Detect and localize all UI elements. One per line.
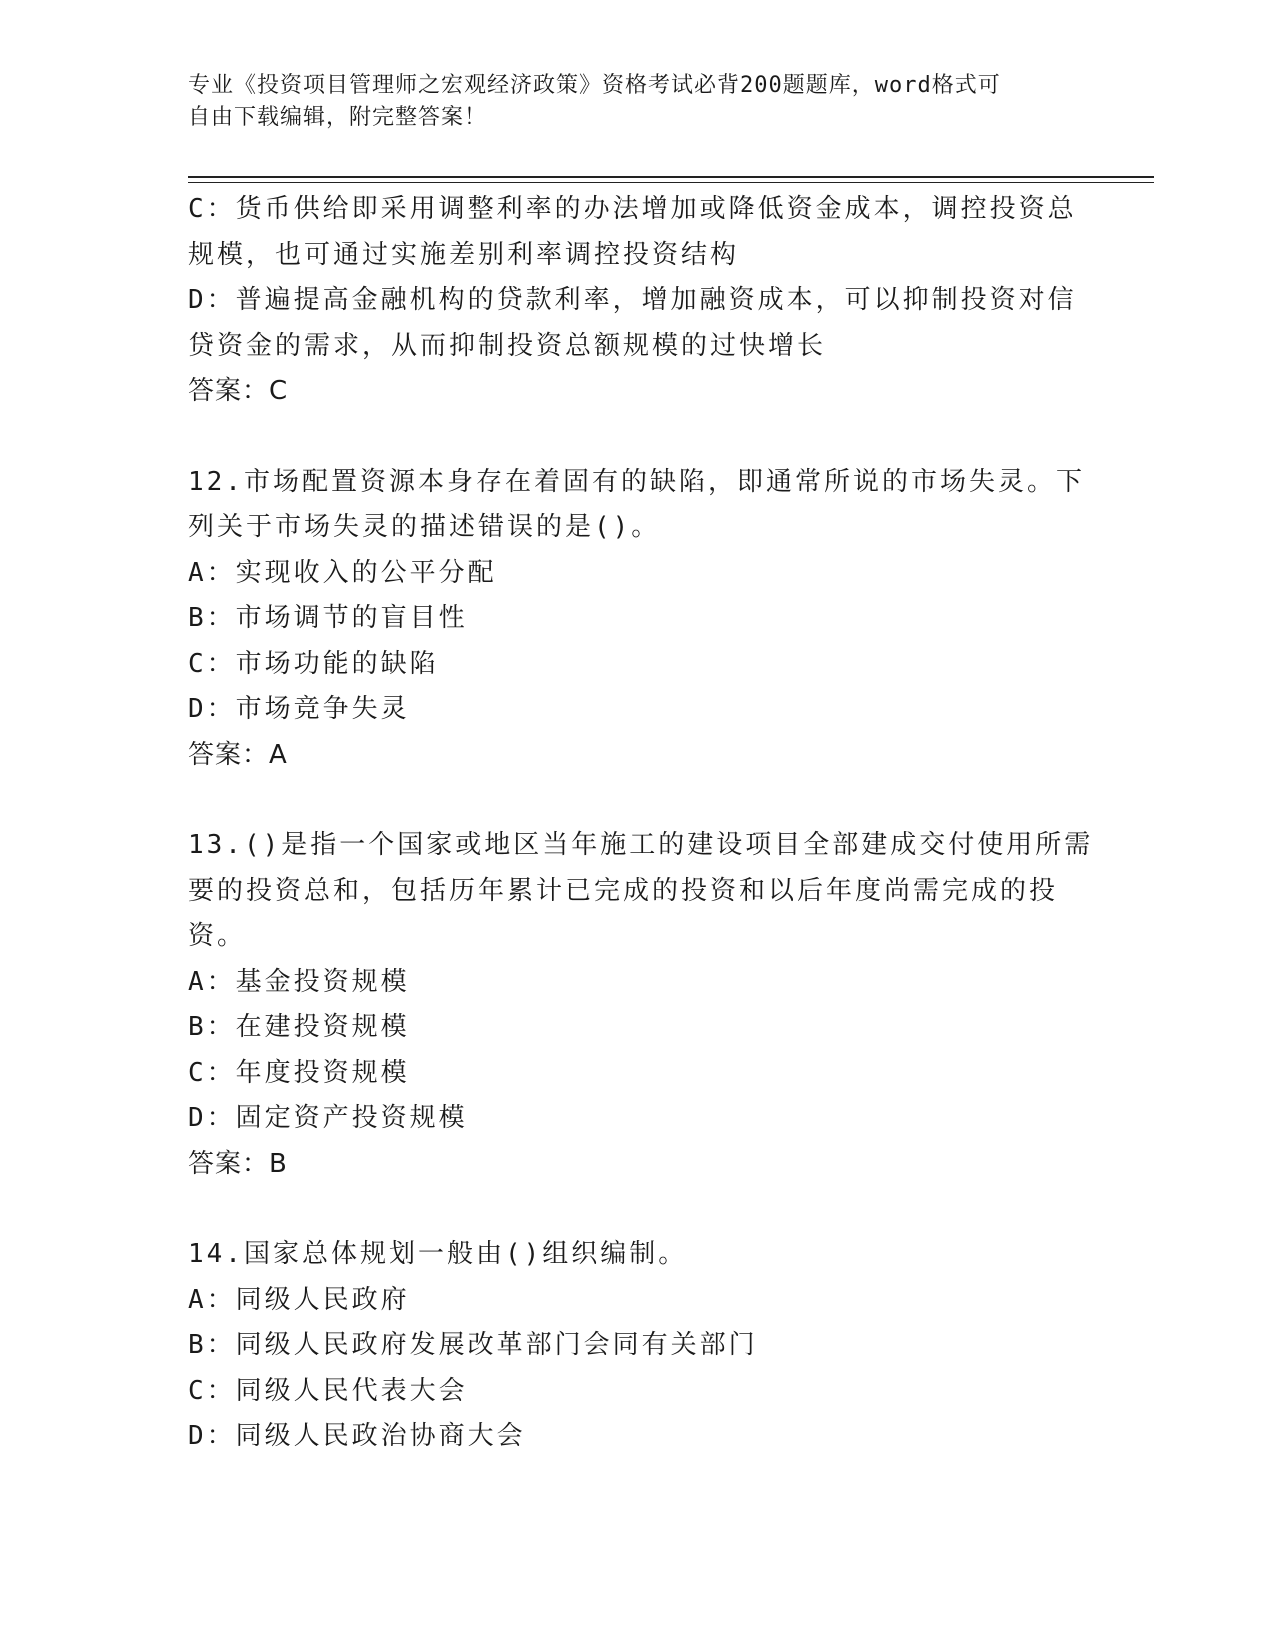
header-line-1: 专业《投资项目管理师之宏观经济政策》资格考试必背200题题库，word格式可: [188, 73, 1001, 98]
answer: 答案：B: [188, 1148, 288, 1179]
option-a: A：同级人民政府: [188, 1284, 410, 1315]
option-b: B：同级人民政府发展改革部门会同有关部门: [188, 1330, 758, 1360]
option-a: A：实现收入的公平分配: [188, 557, 497, 588]
question-stem-line-2: 要的投资总和，包括历年累计已完成的投资和以后年度尚需完成的投: [188, 875, 1059, 906]
option-d: D：同级人民政治协商大会: [188, 1421, 526, 1451]
question-stem-line-1: 14.国家总体规划一般由()组织编制。: [188, 1239, 688, 1269]
question-stem-line-1: 12.市场配置资源本身存在着固有的缺陷，即通常所说的市场失灵。下: [188, 466, 1085, 497]
option-b: B：市场调节的盲目性: [188, 603, 468, 633]
question-stem-line-3: 资。: [188, 921, 247, 951]
option-d-line-2: 贷资金的需求，从而抑制投资总额规模的过快增长: [188, 330, 827, 361]
option-c: C：市场功能的缺陷: [188, 648, 439, 679]
header-divider-thin: [188, 182, 1154, 183]
option-b: B：在建投资规模: [188, 1012, 410, 1042]
option-d: D：市场竞争失灵: [188, 694, 410, 724]
option-d-line-1: D：普遍提高金融机构的贷款利率，增加融资成本，可以抑制投资对信: [188, 285, 1077, 315]
option-c: C：同级人民代表大会: [188, 1375, 468, 1406]
option-c-line-2: 规模，也可通过实施差别利率调控投资结构: [188, 239, 740, 270]
option-a: A：基金投资规模: [188, 966, 410, 997]
question-12: [188, 460, 1088, 779]
question-stem-line-1: 13.()是指一个国家或地区当年施工的建设项目全部建成交付使用所需: [188, 830, 1094, 860]
answer: 答案：C: [188, 376, 289, 406]
option-c: C：年度投资规模: [188, 1057, 410, 1088]
question-stem-line-2: 列关于市场失灵的描述错误的是()。: [188, 512, 661, 542]
option-c-line-1: C：货币供给即采用调整利率的办法增加或降低资金成本，调控投资总: [188, 194, 1077, 224]
option-d: D：固定资产投资规模: [188, 1103, 468, 1133]
page-header: [188, 70, 1088, 134]
header-divider-thick: [188, 176, 1154, 178]
question-14: [188, 1232, 1088, 1460]
question-11-continued: [188, 187, 1088, 415]
answer: 答案：A: [188, 739, 288, 770]
question-13: [188, 823, 1094, 1187]
header-line-2: 自由下载编辑，附完整答案！: [188, 105, 488, 130]
document-body: [188, 187, 1094, 1460]
